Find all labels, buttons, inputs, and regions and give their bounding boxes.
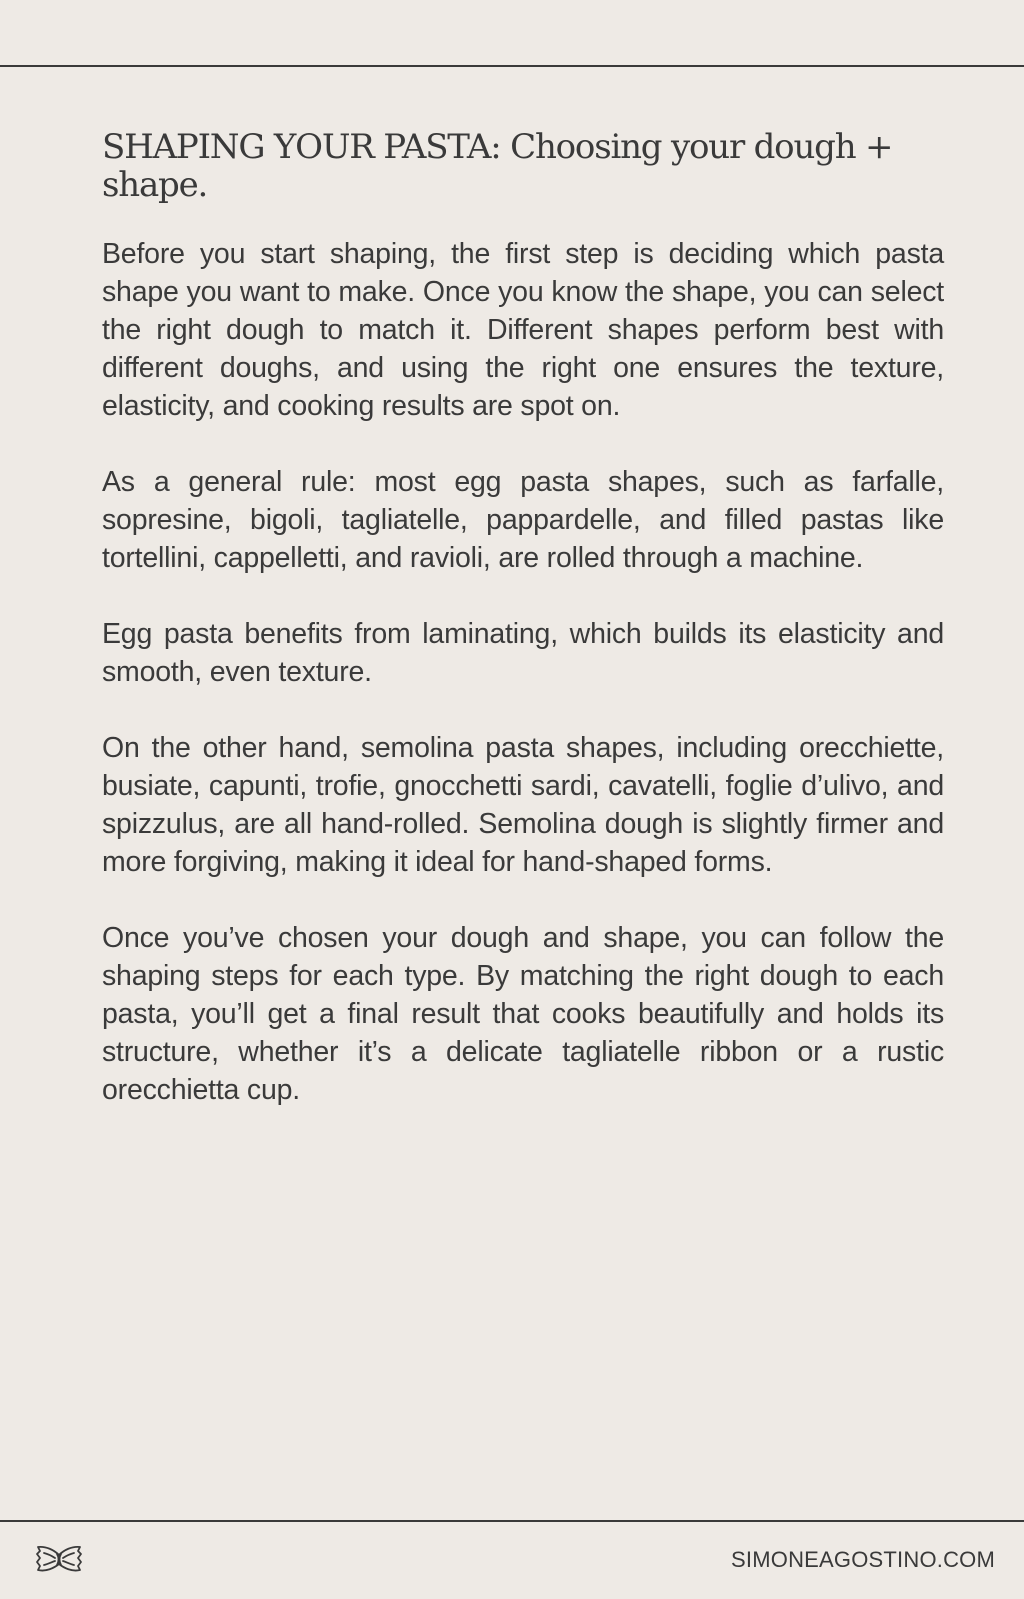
farfalle-pasta-icon [34,1541,84,1579]
top-divider [0,65,1024,67]
paragraph-egg-pasta-rule: As a general rule: most egg pasta shapes, such as farfalle, sopresine, bigoli, tagliatelle, pappardelle, and filled pastas like tortellini, cappelletti, and ravioli, are rolled through a machine. [102,466,944,574]
paragraph-intro: Before you start shaping, the first step is deciding which pasta shape you want to make. Once you know the shape, you can select the right dough to match it. Different shapes perform best with different doughs, and using the right one ensures the texture, elasticity, and cooking results are spot on. [102,238,944,422]
paragraph-conclusion: Once you’ve chosen your dough and shape, you can follow the shaping steps for each type. By matching the right dough to each pasta, you’ll get a final result that cooks beautifully and holds its structure, whether it’s a delicate tagliatelle ribbon or a rustic orecchietta cup. [102,922,944,1106]
bottom-divider [0,1520,1024,1522]
page-title: SHAPING YOUR PASTA: Choosing your dough + shape. [102,127,893,205]
website-link[interactable]: SIMONEAGOSTINO.COM [731,1547,995,1572]
document-body [102,128,944,1147]
paragraph-semolina-pasta: On the other hand, semolina pasta shapes, including orecchiette, busiate, capunti, trofie, gnocchetti sardi, cavatelli, foglie d’ulivo, and spizzulus, are all hand-rolled. Semolina dough is slightly firmer and more forgiving, making it ideal for hand-shaped forms. [102,732,944,878]
paragraph-egg-pasta-laminating: Egg pasta benefits from laminating, which builds its elasticity and smooth, even texture. [102,618,944,688]
